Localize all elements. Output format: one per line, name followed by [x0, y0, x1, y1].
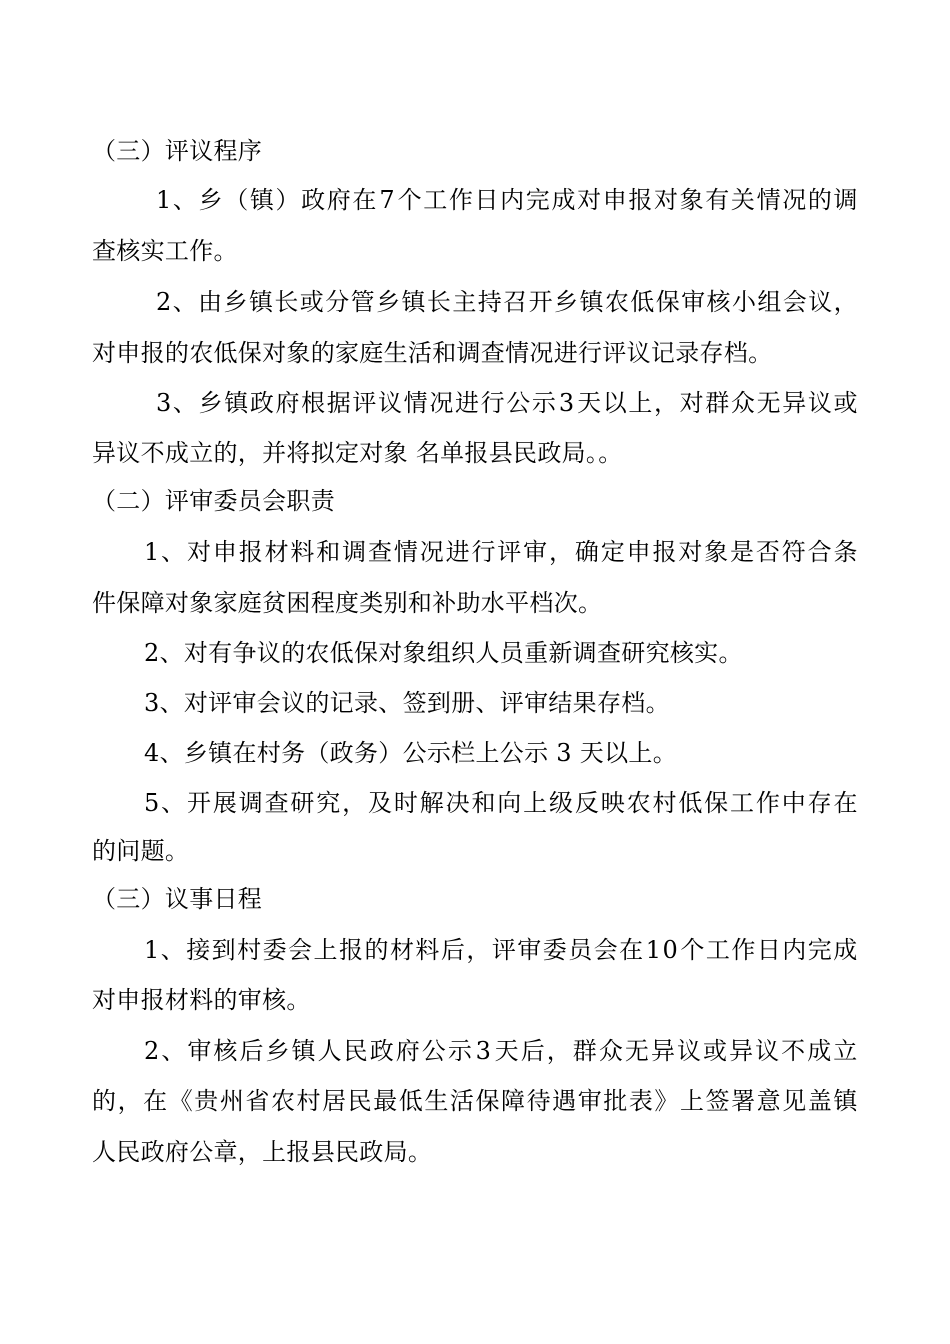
paragraph-line: 2、对有争议的农低保对象组织人员重新调查研究核实。: [144, 639, 743, 667]
paragraph-line: 1 、 对 申 报 材 料 和 调 查 情 况 进 行 评 审 ， 确 定 申 报 对 象 是 否 符 合 条: [144, 538, 858, 566]
paragraph-line: 1 、 接 到 村 委 会 上 报 的 材 料 后 ， 评 审 委 员 会 在 1 0 个 工 作 日 内 完 成: [144, 936, 858, 964]
paragraph-line: 对申报材料的审核。: [92, 986, 311, 1014]
paragraph-line: 5 、 开 展 调 查 研 究 ， 及 时 解 决 和 向 上 级 反 映 农 村 低 保 工 作 中 存 在: [144, 789, 858, 817]
paragraph-line: 对申报的农低保对象的家庭生活和调查情况进行评议记录存档。: [92, 339, 773, 367]
section-heading-committee-duties: （二）评审委员会职责: [92, 487, 335, 515]
paragraph-line: 2 、 审 核 后 乡 镇 人 民 政 府 公 示 3 天 后 ， 群 众 无 异 议 或 异 议 不 成 立: [144, 1037, 858, 1065]
paragraph-line: 1 、 乡 （ 镇 ） 政 府 在 7 个 工 作 日 内 完 成 对 申 报 对 象 有 关 情 况 的 调: [156, 186, 858, 214]
paragraph-line: 3、对评审会议的记录、签到册、评审结果存档。: [144, 689, 670, 717]
paragraph-line: 查核实工作。: [92, 237, 238, 265]
paragraph-line: 2 、 由 乡 镇 长 或 分 管 乡 镇 长 主 持 召 开 乡 镇 农 低 保 审 核 小 组 会 议 ，: [156, 288, 858, 316]
paragraph-line: 异议不成立的，并将拟定对象 名单报县民政局。。: [92, 439, 623, 467]
paragraph-line: 件保障对象家庭贫困程度类别和补助水平档次。: [92, 589, 603, 617]
paragraph-line: 3 、 乡 镇 政 府 根 据 评 议 情 况 进 行 公 示 3 天 以 上 ， 对 群 众 无 异 议 或: [156, 389, 858, 417]
paragraph-line: 的 ， 在 《 贵 州 省 农 村 居 民 最 低 生 活 保 障 待 遇 审 批 表 》 上 签 署 意 见 盖 镇: [92, 1087, 858, 1115]
paragraph-line: 人民政府公章，上报县民政局。: [92, 1138, 433, 1166]
section-heading-review-procedure: （三）评议程序: [92, 137, 263, 165]
paragraph-line: 的问题。: [92, 837, 190, 865]
paragraph-line: 4、乡镇在村务（政务）公示栏上公示 3 天以上。: [144, 739, 677, 767]
section-heading-agenda: （三）议事日程: [92, 885, 263, 913]
